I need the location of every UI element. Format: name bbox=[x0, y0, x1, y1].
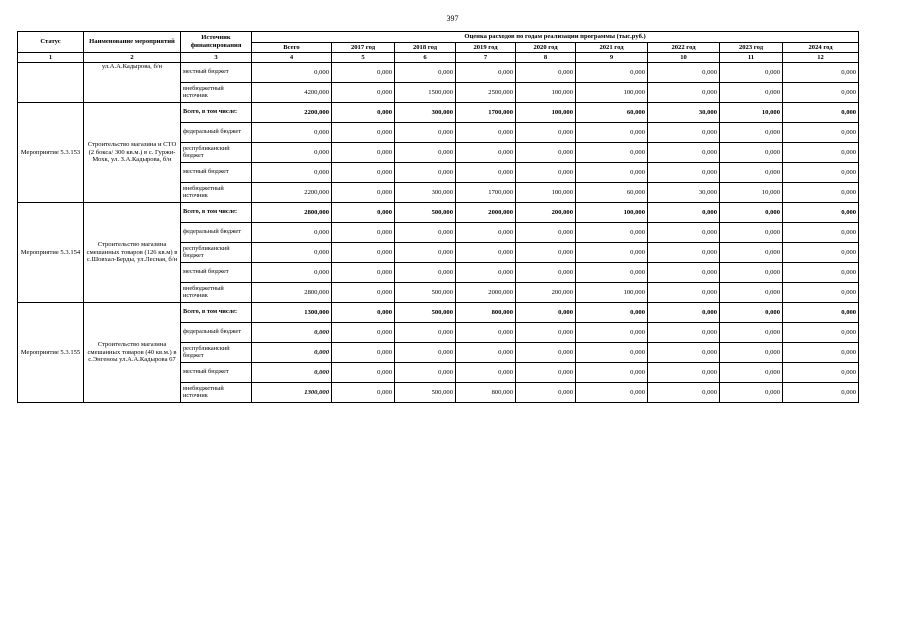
funding-source: федеральный бюджет bbox=[181, 123, 252, 143]
amount-cell: 0,000 bbox=[720, 303, 783, 323]
amount-cell: 0,000 bbox=[783, 143, 859, 163]
amount-cell: 0,000 bbox=[252, 223, 332, 243]
amount-cell: 0,000 bbox=[783, 263, 859, 283]
amount-cell: 60,000 bbox=[576, 103, 648, 123]
column-number: 5 bbox=[332, 53, 395, 63]
amount-cell: 0,000 bbox=[720, 223, 783, 243]
amount-cell: 0,000 bbox=[720, 363, 783, 383]
funding-source: местный бюджет bbox=[181, 263, 252, 283]
amount-cell: 100,000 bbox=[576, 203, 648, 223]
funding-source: Всего, в том числе: bbox=[181, 303, 252, 323]
amount-cell: 0,000 bbox=[648, 383, 720, 403]
amount-cell: 0,000 bbox=[395, 143, 456, 163]
amount-cell: 10,000 bbox=[720, 183, 783, 203]
amount-cell: 2000,000 bbox=[456, 283, 516, 303]
amount-cell: 0,000 bbox=[516, 323, 576, 343]
amount-cell: 1300,000 bbox=[252, 383, 332, 403]
measure-name: Строительство магазина смешанных товаров (126 кв.м) в с.Шовхал-Берды, ул.Лесная, б/н bbox=[84, 203, 181, 303]
amount-cell: 0,000 bbox=[456, 363, 516, 383]
amount-cell: 0,000 bbox=[720, 263, 783, 283]
amount-cell: 0,000 bbox=[395, 263, 456, 283]
amount-cell: 2200,000 bbox=[252, 183, 332, 203]
amount-cell: 0,000 bbox=[252, 363, 332, 383]
amount-cell: 0,000 bbox=[456, 263, 516, 283]
amount-cell: 0,000 bbox=[516, 243, 576, 263]
amount-cell: 0,000 bbox=[252, 263, 332, 283]
amount-cell: 0,000 bbox=[252, 123, 332, 143]
amount-cell: 0,000 bbox=[516, 343, 576, 363]
column-number: 7 bbox=[456, 53, 516, 63]
amount-cell: 0,000 bbox=[332, 163, 395, 183]
amount-cell: 0,000 bbox=[783, 103, 859, 123]
amount-cell: 0,000 bbox=[395, 343, 456, 363]
amount-cell: 0,000 bbox=[332, 363, 395, 383]
column-number: 10 bbox=[648, 53, 720, 63]
amount-cell: 300,000 bbox=[395, 183, 456, 203]
amount-cell: 0,000 bbox=[252, 63, 332, 83]
column-number: 1 bbox=[18, 53, 84, 63]
column-number: 11 bbox=[720, 53, 783, 63]
amount-cell: 0,000 bbox=[516, 383, 576, 403]
column-number: 8 bbox=[516, 53, 576, 63]
amount-cell: 30,000 bbox=[648, 183, 720, 203]
amount-cell: 0,000 bbox=[332, 343, 395, 363]
table-row bbox=[18, 303, 859, 323]
amount-cell: 0,000 bbox=[648, 283, 720, 303]
funding-source: внебюджетный источник bbox=[181, 383, 252, 403]
measure-status: Мероприятие 5.3.154 bbox=[18, 203, 84, 303]
amount-cell: 0,000 bbox=[516, 143, 576, 163]
amount-cell: 2200,000 bbox=[252, 103, 332, 123]
amount-cell: 0,000 bbox=[395, 243, 456, 263]
amount-cell: 0,000 bbox=[648, 323, 720, 343]
amount-cell: 0,000 bbox=[332, 283, 395, 303]
amount-cell: 0,000 bbox=[648, 343, 720, 363]
amount-cell: 100,000 bbox=[576, 283, 648, 303]
measure-status: Мероприятие 5.3.153 bbox=[18, 103, 84, 203]
header-year: 2020 год bbox=[516, 43, 576, 53]
amount-cell: 0,000 bbox=[576, 343, 648, 363]
table-row bbox=[18, 63, 859, 83]
amount-cell: 0,000 bbox=[720, 203, 783, 223]
column-number: 9 bbox=[576, 53, 648, 63]
amount-cell: 0,000 bbox=[516, 63, 576, 83]
amount-cell: 0,000 bbox=[516, 263, 576, 283]
column-number: 2 bbox=[84, 53, 181, 63]
amount-cell: 200,000 bbox=[516, 283, 576, 303]
header-year: Всего bbox=[252, 43, 332, 53]
column-number: 6 bbox=[395, 53, 456, 63]
amount-cell: 10,000 bbox=[720, 103, 783, 123]
amount-cell: 0,000 bbox=[783, 383, 859, 403]
amount-cell: 0,000 bbox=[783, 123, 859, 143]
amount-cell: 0,000 bbox=[783, 363, 859, 383]
funding-source: внебюджетный источник bbox=[181, 283, 252, 303]
amount-cell: 0,000 bbox=[456, 63, 516, 83]
amount-cell: 0,000 bbox=[720, 83, 783, 103]
funding-source: федеральный бюджет bbox=[181, 323, 252, 343]
budget-table bbox=[17, 31, 859, 403]
amount-cell: 0,000 bbox=[395, 63, 456, 83]
header-year: 2019 год bbox=[456, 43, 516, 53]
amount-cell: 0,000 bbox=[516, 303, 576, 323]
funding-source: местный бюджет bbox=[181, 363, 252, 383]
amount-cell: 500,000 bbox=[395, 303, 456, 323]
amount-cell: 0,000 bbox=[576, 303, 648, 323]
funding-source: Всего, в том числе: bbox=[181, 203, 252, 223]
amount-cell: 0,000 bbox=[332, 203, 395, 223]
header-year: 2018 год bbox=[395, 43, 456, 53]
amount-cell: 0,000 bbox=[395, 163, 456, 183]
amount-cell: 0,000 bbox=[456, 143, 516, 163]
amount-cell: 0,000 bbox=[332, 123, 395, 143]
amount-cell: 0,000 bbox=[456, 123, 516, 143]
amount-cell: 0,000 bbox=[576, 123, 648, 143]
amount-cell: 100,000 bbox=[516, 103, 576, 123]
amount-cell: 0,000 bbox=[783, 63, 859, 83]
amount-cell: 0,000 bbox=[456, 243, 516, 263]
amount-cell: 0,000 bbox=[648, 203, 720, 223]
amount-cell: 0,000 bbox=[332, 323, 395, 343]
amount-cell: 1700,000 bbox=[456, 103, 516, 123]
funding-source: Всего, в том числе: bbox=[181, 103, 252, 123]
amount-cell: 0,000 bbox=[332, 63, 395, 83]
amount-cell: 0,000 bbox=[648, 223, 720, 243]
header-year: 2023 год bbox=[720, 43, 783, 53]
header-status: Статус bbox=[18, 32, 84, 53]
amount-cell: 0,000 bbox=[783, 163, 859, 183]
amount-cell: 200,000 bbox=[516, 203, 576, 223]
amount-cell: 0,000 bbox=[332, 263, 395, 283]
amount-cell: 0,000 bbox=[783, 323, 859, 343]
amount-cell: 300,000 bbox=[395, 103, 456, 123]
amount-cell: 0,000 bbox=[783, 343, 859, 363]
amount-cell: 0,000 bbox=[648, 363, 720, 383]
amount-cell: 30,000 bbox=[648, 103, 720, 123]
funding-source: республиканский бюджет bbox=[181, 243, 252, 263]
column-number: 12 bbox=[783, 53, 859, 63]
amount-cell: 500,000 bbox=[395, 283, 456, 303]
amount-cell: 0,000 bbox=[395, 323, 456, 343]
amount-cell: 1300,000 bbox=[252, 303, 332, 323]
amount-cell: 0,000 bbox=[648, 263, 720, 283]
amount-cell: 0,000 bbox=[720, 383, 783, 403]
page-number: 397 bbox=[446, 14, 459, 23]
amount-cell: 2800,000 bbox=[252, 203, 332, 223]
amount-cell: 2500,000 bbox=[456, 83, 516, 103]
header-source: Источник финансирования bbox=[181, 32, 252, 53]
amount-cell: 0,000 bbox=[720, 143, 783, 163]
amount-cell: 0,000 bbox=[395, 363, 456, 383]
amount-cell: 0,000 bbox=[783, 303, 859, 323]
amount-cell: 0,000 bbox=[720, 63, 783, 83]
amount-cell: 0,000 bbox=[783, 243, 859, 263]
amount-cell: 0,000 bbox=[252, 243, 332, 263]
funding-source: местный бюджет bbox=[181, 63, 252, 83]
amount-cell: 0,000 bbox=[576, 323, 648, 343]
amount-cell: 0,000 bbox=[516, 163, 576, 183]
amount-cell: 800,000 bbox=[456, 383, 516, 403]
amount-cell: 0,000 bbox=[576, 383, 648, 403]
amount-cell: 0,000 bbox=[456, 163, 516, 183]
amount-cell: 500,000 bbox=[395, 203, 456, 223]
amount-cell: 0,000 bbox=[332, 83, 395, 103]
amount-cell: 0,000 bbox=[576, 63, 648, 83]
amount-cell: 0,000 bbox=[720, 243, 783, 263]
amount-cell: 0,000 bbox=[252, 323, 332, 343]
amount-cell: 0,000 bbox=[648, 123, 720, 143]
amount-cell: 0,000 bbox=[648, 83, 720, 103]
amount-cell: 0,000 bbox=[332, 223, 395, 243]
amount-cell: 2800,000 bbox=[252, 283, 332, 303]
header-estimate: Оценка расходов по годам реализации программы (тыс.руб.) bbox=[252, 32, 859, 43]
amount-cell: 0,000 bbox=[576, 163, 648, 183]
amount-cell: 1700,000 bbox=[456, 183, 516, 203]
amount-cell: 0,000 bbox=[648, 63, 720, 83]
amount-cell: 0,000 bbox=[648, 163, 720, 183]
amount-cell: 100,000 bbox=[516, 83, 576, 103]
amount-cell: 0,000 bbox=[332, 183, 395, 203]
amount-cell: 2000,000 bbox=[456, 203, 516, 223]
amount-cell: 100,000 bbox=[576, 83, 648, 103]
amount-cell: 0,000 bbox=[648, 303, 720, 323]
amount-cell: 0,000 bbox=[783, 283, 859, 303]
amount-cell: 0,000 bbox=[332, 383, 395, 403]
measure-name: Строительство магазина смешанных товаров (40 кв.м.) в с.Энгеноы ул.А.А.Кадырова 67 bbox=[84, 303, 181, 403]
amount-cell: 0,000 bbox=[456, 343, 516, 363]
amount-cell: 500,000 bbox=[395, 383, 456, 403]
amount-cell: 0,000 bbox=[720, 323, 783, 343]
amount-cell: 0,000 bbox=[576, 223, 648, 243]
header-year: 2022 год bbox=[648, 43, 720, 53]
amount-cell: 0,000 bbox=[456, 323, 516, 343]
amount-cell: 800,000 bbox=[456, 303, 516, 323]
amount-cell: 0,000 bbox=[395, 223, 456, 243]
table-row bbox=[18, 103, 859, 123]
amount-cell: 0,000 bbox=[783, 223, 859, 243]
funding-source: внебюджетный источник bbox=[181, 83, 252, 103]
table-row bbox=[18, 203, 859, 223]
amount-cell: 0,000 bbox=[576, 243, 648, 263]
funding-source: республиканский бюджет bbox=[181, 143, 252, 163]
amount-cell: 0,000 bbox=[720, 123, 783, 143]
funding-source: местный бюджет bbox=[181, 163, 252, 183]
measure-status bbox=[18, 63, 84, 103]
amount-cell: 0,000 bbox=[252, 143, 332, 163]
amount-cell: 4200,000 bbox=[252, 83, 332, 103]
amount-cell: 0,000 bbox=[516, 363, 576, 383]
amount-cell: 0,000 bbox=[576, 263, 648, 283]
column-number: 3 bbox=[181, 53, 252, 63]
amount-cell: 0,000 bbox=[648, 243, 720, 263]
amount-cell: 0,000 bbox=[252, 163, 332, 183]
column-number: 4 bbox=[252, 53, 332, 63]
amount-cell: 0,000 bbox=[720, 343, 783, 363]
amount-cell: 0,000 bbox=[395, 123, 456, 143]
amount-cell: 0,000 bbox=[648, 143, 720, 163]
measure-name: ул.А.А.Кадырова, б/н bbox=[84, 63, 181, 103]
amount-cell: 0,000 bbox=[332, 143, 395, 163]
amount-cell: 0,000 bbox=[456, 223, 516, 243]
amount-cell: 0,000 bbox=[332, 303, 395, 323]
amount-cell: 0,000 bbox=[720, 283, 783, 303]
amount-cell: 0,000 bbox=[516, 223, 576, 243]
amount-cell: 60,000 bbox=[576, 183, 648, 203]
measure-status: Мероприятие 5.3.155 bbox=[18, 303, 84, 403]
amount-cell: 0,000 bbox=[332, 103, 395, 123]
amount-cell: 100,000 bbox=[516, 183, 576, 203]
header-year: 2024 год bbox=[783, 43, 859, 53]
funding-source: республиканский бюджет bbox=[181, 343, 252, 363]
amount-cell: 0,000 bbox=[516, 123, 576, 143]
amount-cell: 0,000 bbox=[783, 203, 859, 223]
amount-cell: 0,000 bbox=[783, 183, 859, 203]
funding-source: внебюджетный источник bbox=[181, 183, 252, 203]
header-year: 2021 год bbox=[576, 43, 648, 53]
amount-cell: 0,000 bbox=[576, 363, 648, 383]
amount-cell: 0,000 bbox=[576, 143, 648, 163]
funding-source: федеральный бюджет bbox=[181, 223, 252, 243]
amount-cell: 0,000 bbox=[252, 343, 332, 363]
header-name: Наименование мероприятий bbox=[84, 32, 181, 53]
amount-cell: 0,000 bbox=[783, 83, 859, 103]
amount-cell: 0,000 bbox=[332, 243, 395, 263]
amount-cell: 1500,000 bbox=[395, 83, 456, 103]
amount-cell: 0,000 bbox=[720, 163, 783, 183]
header-year: 2017 год bbox=[332, 43, 395, 53]
measure-name: Строительство магазина и СТО (2 бокса/ 300 кв.м.) в с. Гуржи-Мохк, ул. З.А.Кадырова, б/н bbox=[84, 103, 181, 203]
